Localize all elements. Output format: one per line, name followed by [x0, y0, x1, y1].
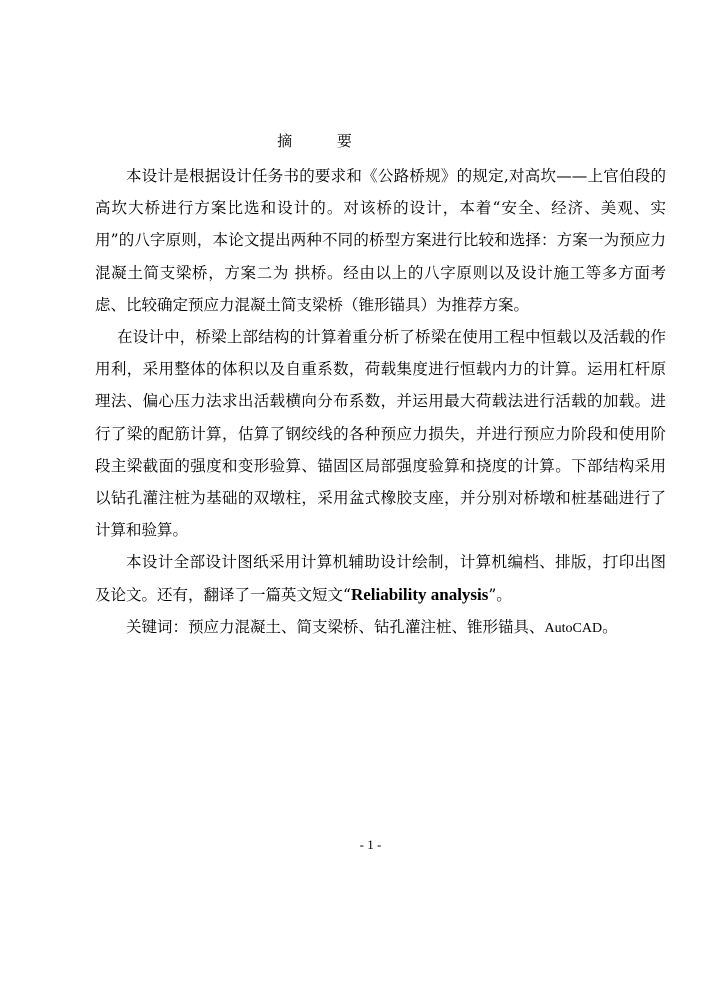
keywords-text: 关键词：预应力混凝土、简支梁桥、钻孔灌注桩、锥形锚具、: [126, 617, 545, 636]
paragraph-1: 本设计是根据设计任务书的要求和《公路桥规》的规定,对高坎——上官伯段的高坎大桥进行方案比选和设计的。对该桥的设计，本着“安全、经济、美观、实用”的八字原则，本论文提出两种不同的桥型方案进行比较和选择：方案一为预应力混凝土简支梁桥，方案二为 拱桥。经由以上的八字原则以及设计施工等多方面考虑、比较确定预应力混凝土简支梁桥（锥形锚具）为推荐方案。: [95, 167, 666, 314]
paragraph-3: [95, 546, 666, 610]
keywords: [95, 611, 666, 645]
paragraph-2: 在设计中，桥梁上部结构的计算着重分析了桥梁在使用工程中恒载以及活载的作用利，采用整体的体积以及自重系数，荷载集度进行恒载内力的计算。运用杠杆原理法、偏心压力法求出活载横向分布系数，并运用最大荷载法进行活载的加载。进行了梁的配筋计算，估算了钢绞线的各种预应力损失，并进行预应力阶段和使用阶段主梁截面的强度和变形验算、锚固区局部强度验算和挠度的计算。下部结构采用以钻孔灌注桩为基础的双墩柱，采用盆式橡胶支座，并分别对桥墩和桩基础进行了计算和验算。: [95, 328, 666, 540]
page-title: 摘 要: [277, 132, 372, 150]
keywords-end: 。: [602, 617, 618, 636]
abstract-body: [95, 160, 666, 645]
page-number: - 1 -: [359, 837, 382, 852]
paragraph-3-text: 本设计全部设计图纸采用计算机辅助设计绘制，计算机编档、排版，打印出图及论文。还有，翻译了一篇英文短文“: [95, 553, 666, 604]
document-page: [95, 0, 666, 1002]
english-title: Reliability analysis: [350, 584, 489, 604]
keyword-autocad: AutoCAD: [544, 620, 603, 636]
paragraph-3-end: ”。: [488, 585, 512, 604]
